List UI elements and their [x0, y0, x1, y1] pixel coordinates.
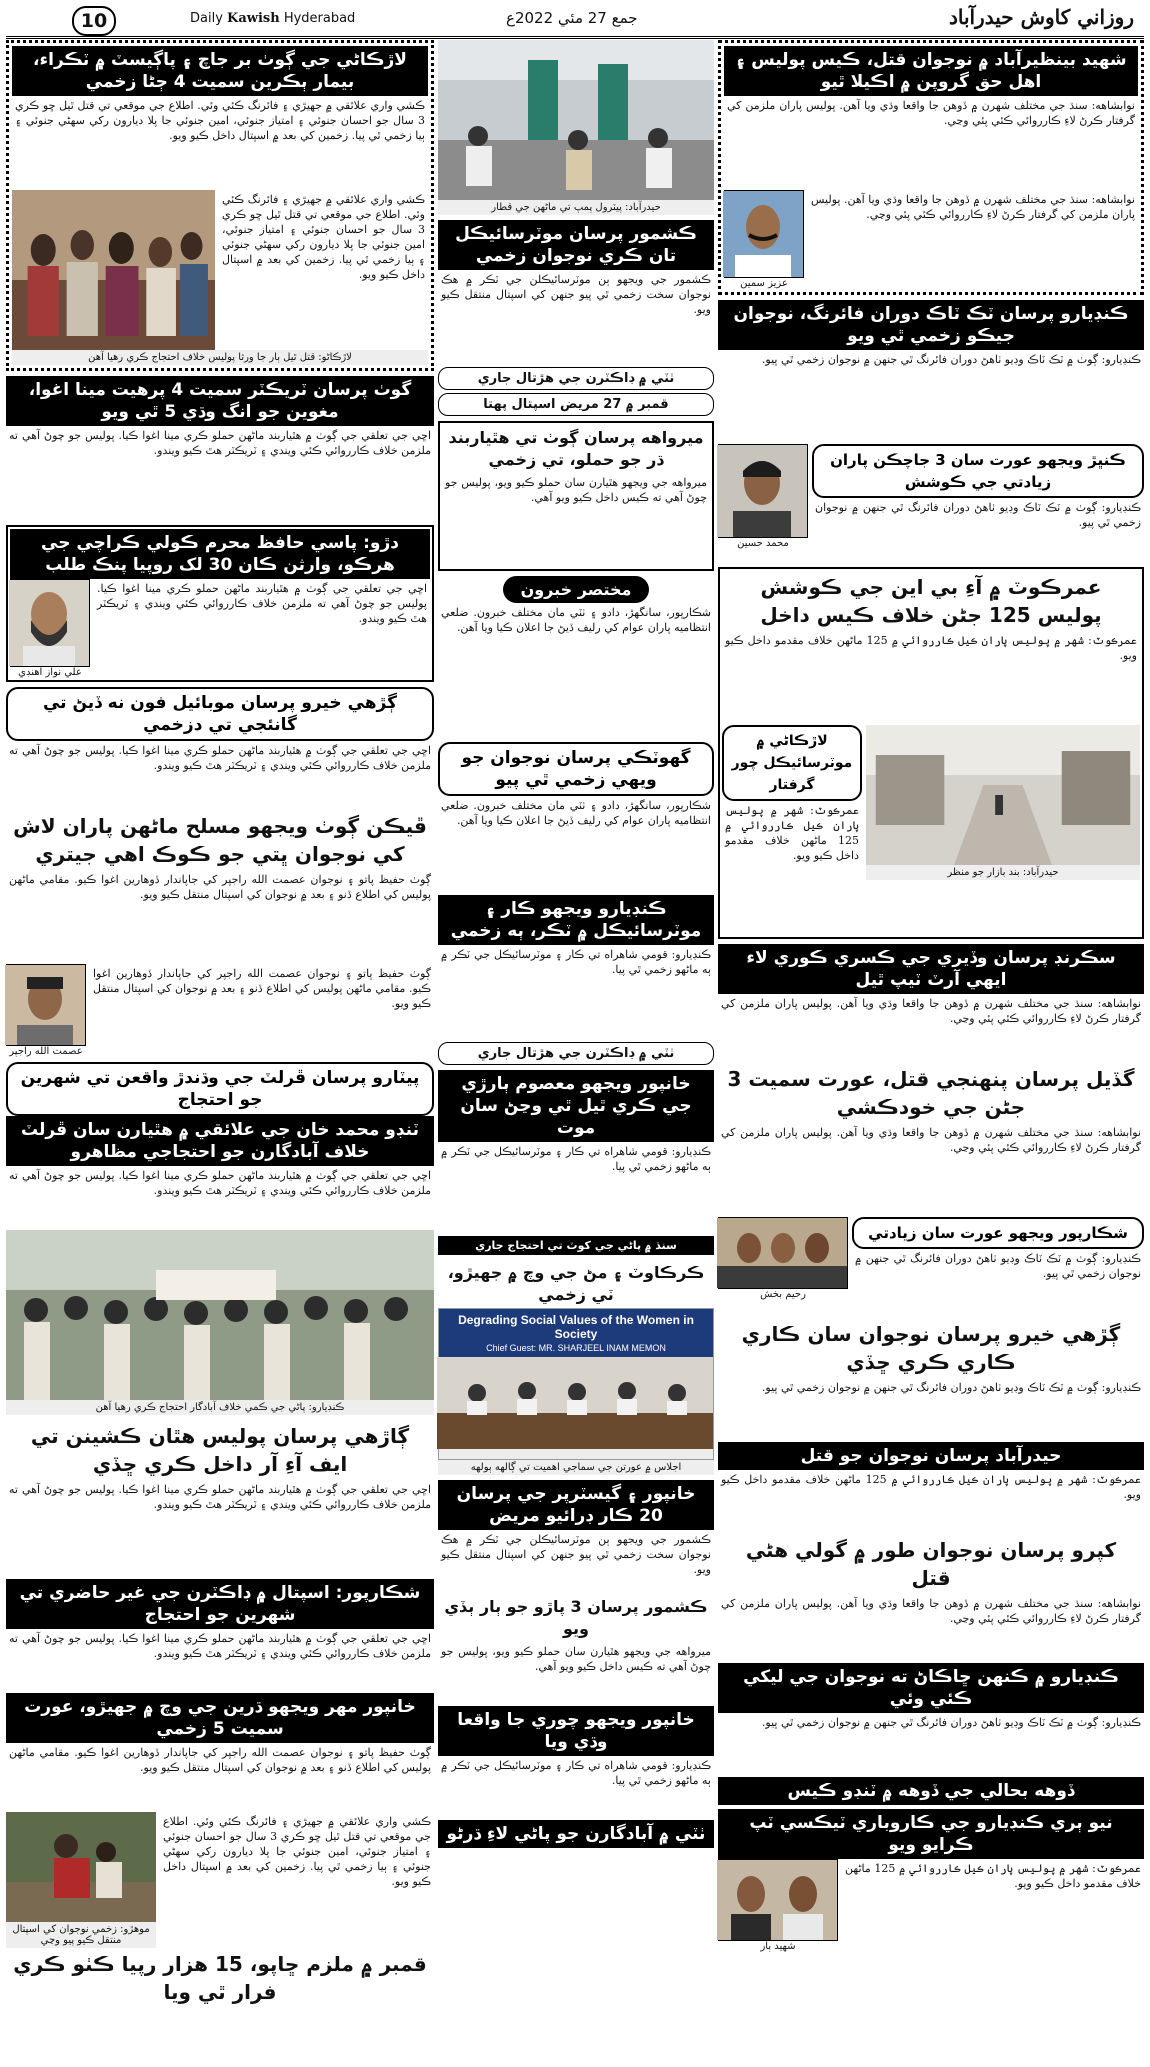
headline: ڳاڙهي پرسان پوليس هٿان ڪشينن تي ايف آءِ آر داخل ڪري ڇڏي [30, 1424, 410, 1476]
story-body: ميرواهه جي ويجهو هٿيارن سان حملو ڪيو ويو، پوليس جو چوڻ آهي ته ڪيس داخل ڪيو ويو آهي. [441, 1645, 711, 1673]
portrait-name: رحيم بخش [760, 1289, 806, 1300]
seminar-photo [437, 1357, 713, 1449]
portrait-image [717, 1860, 837, 1940]
headline: خانپور ۽ گيسٽرپر جي پرسان 20 ڪار ڊرائيو مريض [438, 1480, 714, 1530]
story-kandiaro-2 [718, 1663, 1144, 1953]
headline: ڪشمور پرسان موٽرسائيڪل تان ڪري نوجوان زخمي [438, 220, 714, 270]
portrait-photo [718, 444, 808, 538]
headline: ميرواهه پرسان ڳوٺ تي هٿياربند ڌر جو حملو، تي زخمي [448, 428, 704, 469]
story-body: اڇي جي تعلقي جي ڳوٺ ۾ هٿياربند ماڻهن حملو ڪري مينا اغوا ڪيا. پوليس جو چوڻ آهي ته ملزمن خلاف ڪارروائي ڪئي ويندي ۽ ٽريڪٽر هٿ ڪيو ويندو. [9, 744, 431, 772]
story-umerkot [718, 567, 1144, 939]
story-body: ڪنڊيارو: قومي شاهراه تي ڪار ۽ موٽرسائيڪل جي ٽڪر ۾ ٻه ماڻهو زخمي ٿي پيا. [441, 948, 711, 976]
story-seminar [438, 1260, 714, 1475]
portrait-name: عزيز سمين [740, 278, 788, 289]
news-photo [438, 40, 714, 200]
story-body: نوابشاهه: سنڌ جي مختلف شهرن ۾ ڏوهن جا واقعا وڌي ويا آهن. پوليس پاران ملزمن کي گرفتار ڪرڻ لاءِ ڪارروائي ڪئي پئي وڃي. [727, 99, 1135, 127]
briefs-body: شڪارپور، سانگهڙ، دادو ۽ ٺٽي مان مختلف خبرون. ضلعي انتظاميه پاران عوام کي رليف ڏيڻ جا اعلان ڪيا ويا آهن. [441, 606, 711, 634]
issue-date: جمع 27 مئي 2022ع [506, 9, 638, 27]
story-body: ڪنڊيارو: ڳوٺ ۾ ٽڪ ٽاڪ وڊيو ٺاهڻ دوران فائرنگ ٿي جنهن ۾ نوجوان زخمي ٿي پيو. [761, 1381, 1141, 1394]
city-latin: Hyderabad [283, 11, 356, 26]
portrait-photo [724, 190, 804, 278]
news-photo [6, 1812, 156, 1922]
protest-photo [12, 190, 215, 350]
headline: لاڙڪاڻي جي ڳوٺ بر جاچ ۽ پاڳيسٽ ۾ ٽڪراء، بيمار ٻڪرين سميت 4 ڄڻا زخمي [12, 46, 428, 96]
story-larkana [6, 40, 434, 371]
photo-caption: ڪنڊيارو: پاڻي جي ڪمي خلاف آبادگار احتجاج ڪري رهيا آهن [6, 1400, 434, 1415]
headline: لاڙڪاڻي ۾ موٽرسائيڪل چور گرفتار [722, 725, 862, 801]
briefs-section [438, 576, 714, 737]
headline: گهوٽڪي پرسان نوجوان جو ويهي زخمي ٿي پيو [438, 742, 714, 796]
banner-title: Degrading Social Values of the Women in Society [458, 1313, 694, 1341]
story-body-small: ڪشي واري علائقي ۾ جهيڙي ۽ فائرنگ ڪئي وئي. اطلاع جي موقعي تي قتل ٿيل ڇو ڪري 3 سال جو احسان جنوئي ۽ امتياز جنوئي، امين جنوئي جا پلا ديارون رکي سهڻي جنوئي ۽ ٻيا زخمي ٿي پيا. زخمين کي بعد ۾ اسپتال داخل ڪيو ويو. [222, 193, 425, 281]
headline: قمبر ۾ ملزم ڇاپو، 15 هزار رپيا ڪٺو ڪري فرار ٿي ويا [13, 1952, 427, 2004]
story-daro [6, 525, 434, 682]
headline: شهيد بينظيرآباد ۾ نوجوان قتل، ڪيس پوليس ۽ اهل حق گروپن ۾ اڪيلا ٿيو [724, 46, 1138, 96]
story-moharro [6, 1812, 434, 2008]
headline: ڪنڊيارو ويجهو ڪار ۽ موٽرسائيڪل ۾ ٽڪر، ٻه زخمي [438, 895, 714, 945]
story-body: ڳوٺ حفيظ پاتو ۽ نوجوان عصمت الله راجپر کي جاپاندار ڏوهارين اغوا ڪيو. مقامي ماڻهن پوليس کي اطلاع ڏنو ۽ بعد ۾ نوجوان کي اسپتال منتقل ڪيو ويو. [9, 873, 431, 901]
news-photo [6, 1230, 434, 1400]
headline: ڪنڊيارو ۾ ڪنهن ڇاڪاڻ ته نوجوان جي ليکي ڪئي وئي [718, 1663, 1144, 1713]
story-body: ڪشمور جي ويجهو ٻن موٽرسائيڪلن جي ٽڪر ۾ هڪ نوجوان سخت زخمي ٿي پيو جنهن کي اسپتال منتقل ڪيو ويو. [441, 1533, 711, 1576]
story-body: ڪنڊيارو: قومي شاهراه تي ڪار ۽ موٽرسائيڪل جي ٽڪر ۾ ٻه ماڻهو زخمي ٿي پيا. [441, 1759, 711, 1787]
headline: ڪرڪاوٽ ۽ مڻ جي وچ ۾ جهيڙو، ٽي زخمي [447, 1263, 705, 1304]
portrait-photo [718, 1859, 838, 1941]
daily-label: Daily [190, 11, 223, 26]
story-sakrand [718, 944, 1144, 1058]
story-body: ڪشي واري علائقي ۾ جهيڙي ۽ فائرنگ ڪئي وئي. اطلاع جي موقعي تي قتل ٿيل ڇو ڪري 3 سال جو احسان جنوئي ۽ امتياز جنوئي، امين جنوئي جا پلا ديارون رکي سهڻي جنوئي ۽ ٻيا زخمي ٿي پيا. زخمين کي بعد ۾ اسپتال داخل ڪيو ويو. [163, 1815, 431, 1888]
story-body: نوابشاهه: سنڌ جي مختلف شهرن ۾ ڏوهن جا واقعا وڌي ويا آهن. پوليس پاران ملزمن کي گرفتار ڪرڻ لاءِ ڪارروائي ڪئي پئي وڃي. [721, 1597, 1141, 1625]
portrait-name: شهيد ٻار [760, 1941, 796, 1952]
photo-caption: لاڙڪاڻو: قتل ٿيل ٻار جا ورثا پوليس خلاف احتجاج ڪري رهيا آهن [12, 350, 428, 365]
petrol-pump-photo [438, 40, 714, 200]
news-photo [866, 725, 1140, 865]
closed-market-photo [866, 725, 1140, 865]
story-mirwah [438, 421, 714, 571]
story-garhi-khairo-2 [718, 1318, 1144, 1658]
story-body: ڪنڊيارو: ڳوٺ ۾ ٽڪ ٽاڪ وڊيو ٺاهڻ دوران فائرنگ ٿي جنهن ۾ نوجوان زخمي ٿي پيو. [761, 1716, 1141, 1729]
left-column [6, 40, 434, 2060]
story-body: ڪشي واري علائقي ۾ جهيڙي ۽ فائرنگ ڪئي وئي. اطلاع جي موقعي تي قتل ٿيل ڇو ڪري 3 سال جو احسان جنوئي ۽ امتياز جنوئي، امين جنوئي جا پلا ديارون رکي سهڻي جنوئي ۽ ٻيا زخمي ٿي پيا. زخمين کي بعد ۾ اسپتال داخل ڪيو ويو. [15, 99, 425, 142]
story-body: ڪنڊيارو: ڳوٺ ۾ ٽڪ ٽاڪ وڊيو ٺاهڻ دوران فائرنگ ٿي جنهن ۾ نوجوان زخمي ٿي پيو. [815, 501, 1141, 529]
headline: ڏوهه بحالي جي ڏوهه ۾ ٽنڊو ڪيس [718, 1777, 1144, 1805]
photo-caption: حيدرآباد: بند بازار جو منظر [866, 865, 1140, 880]
headline: کپرو پرسان نوجوان طور ۾ گولي هڻي قتل [745, 1538, 1117, 1590]
story-tractor [6, 376, 434, 520]
headline: نيو ٻري ڪنڊيارو جي ڪاروباري ٽيڪسي ٽپ ڪرايو ويو [718, 1809, 1144, 1859]
story-body-small: نوابشاهه: سنڌ جي مختلف شهرن ۾ ڏوهن جا واقعا وڌي ويا آهن. پوليس پاران ملزمن کي گرفتار ڪرڻ لاءِ ڪارروائي ڪئي پئي وڃي. [811, 193, 1135, 221]
brand-latin: Kawish [227, 11, 280, 26]
story-body: نوابشاهه: سنڌ جي مختلف شهرن ۾ ڏوهن جا واقعا وڌي ويا آهن. پوليس پاران ملزمن کي گرفتار ڪرڻ لاءِ ڪارروائي ڪئي پئي وڃي. [721, 1126, 1141, 1154]
sub-headline: ٺٽي ۾ ڊاڪٽرن جي هڙتال جاري [438, 1042, 714, 1065]
page-number: 10 [72, 6, 116, 36]
headline: دڙو: پاسي حافظ محرم ڪولي ڪراچي جي هرڪو، وارثن ڪان 30 لک روپيا پنڪ طلب [10, 529, 430, 579]
crowd-photo [6, 1230, 434, 1400]
story-body: عمرڪوٽ: شهر ۾ پوليس پاران ڪيل ڪارروائي ۾ 125 ماڻهن خلاف مقدمو داخل ڪيو ويو. [725, 634, 1137, 662]
story-body: ڪنڊيارو: ڳوٺ ۾ ٽڪ ٽاڪ وڊيو ٺاهڻ دوران فائرنگ ٿي جنهن ۾ نوجوان زخمي ٿي پيو. [761, 353, 1141, 366]
portrait-name: عصمت الله راجپر [9, 1046, 83, 1057]
story-body-small: ڳوٺ حفيظ پاتو ۽ نوجوان عصمت الله راجپر کي جاپاندار ڏوهارين اغوا ڪيو. مقامي ماڻهن پوليس کي اطلاع ڏنو ۽ بعد ۾ نوجوان کي اسپتال منتقل ڪيو ويو. [93, 967, 431, 1010]
story-gahari [6, 1420, 434, 1574]
masthead-latin [190, 11, 355, 26]
headline: گوٺ پرسان ٽريڪٽر سميت 4 پرهيت مينا اغوا، مغوين جو انگ وڌي 5 ٿي ويو [6, 376, 434, 426]
story-gadeel [718, 1063, 1144, 1313]
headline: خانپور ويجهو معصوم ٻارڙي جي ڪري ٿيل ٿي وڃڻ سان موت [438, 1070, 714, 1142]
portrait-image [717, 445, 807, 537]
story-nawabshah [718, 40, 1144, 295]
story-shikarpur [6, 1579, 434, 1807]
story-body: ڳوٺ حفيظ پاتو ۽ نوجوان عصمت الله راجپر کي جاپاندار ڏوهارين اغوا ڪيو. مقامي ماڻهن پوليس کي اطلاع ڏنو ۽ بعد ۾ نوجوان کي اسپتال منتقل ڪيو ويو. [9, 1746, 431, 1774]
headline: ٽنڊو محمد خان جي علائقي ۾ هٿيارن سان ڦرلٽ خلاف آبادگارن جو احتجاجي مظاهرو [6, 1116, 434, 1166]
masthead [6, 4, 1144, 39]
story-body: اڇي جي تعلقي جي ڳوٺ ۾ هٿياربند ماڻهن حملو ڪري مينا اغوا ڪيا. پوليس جو چوڻ آهي ته ملزمن خلاف ڪارروائي ڪئي ويندي ۽ ٽريڪٽر هٿ ڪيو ويندو. [97, 582, 427, 625]
story-khanpur-2 [438, 1480, 714, 1848]
story-garhi-khairo [6, 687, 434, 805]
portrait-image [9, 580, 89, 666]
story-body: عمرڪوٽ: شهر ۾ پوليس پاران ڪيل ڪارروائي ۾ 125 ماڻهن خلاف مقدمو داخل ڪيو ويو. [721, 1473, 1141, 1501]
story-tiktok [718, 300, 1144, 562]
headline: سڪرنڊ پرسان وڏيري جي ڪسري ڪوري لاء ايهي آرٽ ٽيپ ٿيل [718, 944, 1144, 994]
portrait-photo [10, 579, 90, 667]
headline: خانپور ويجهو چوري جا واقعا وڌي ويا [438, 1706, 714, 1756]
right-column [718, 40, 1144, 2060]
photo-caption: حيدرآباد: پيٽرول پمپ تي ماڻهن جي قطار [438, 200, 714, 215]
headline: گڏيل پرسان پنهنجي قتل، عورت سميت 3 جڻن جي خودڪشي [727, 1067, 1135, 1119]
headline: شڪارپور: اسپتال ۾ ڊاڪٽرن جي غير حاضري تي شهرين جو احتجاج [6, 1579, 434, 1629]
story-body: اڇي جي تعلقي جي ڳوٺ ۾ هٿياربند ماڻهن حملو ڪري مينا اغوا ڪيا. پوليس جو چوڻ آهي ته ملزمن خلاف ڪارروائي ڪئي ويندي ۽ ٽريڪٽر هٿ ڪيو ويندو. [9, 429, 431, 457]
portrait-photo [6, 964, 86, 1046]
story-body: عمرڪوٽ: شهر ۾ پوليس پاران ڪيل ڪارروائي ۾ 125 ماڻهن خلاف مقدمو داخل ڪيو ويو. [725, 804, 859, 862]
story-protest [6, 1062, 434, 1415]
sub-headline: قمبر ۾ 27 مريض اسپتال پهتا [438, 393, 714, 416]
headline: ڪنڊيارو پرسان ٽڪ ٽاڪ دوران فائرنگ، نوجوان جيڪو زخمي ٿي ويو [718, 300, 1144, 350]
news-photo [438, 1308, 714, 1460]
brand-sindhi: روزاني كاوش حيدرآباد [948, 5, 1134, 29]
headline: ٺٽي ۾ آبادگارن جو پاڻي لاءِ ڌرڻو [438, 1820, 714, 1848]
portrait-image [723, 191, 803, 277]
story-body: ڪنڊيارو: ڳوٺ ۾ ٽڪ ٽاڪ وڊيو ٺاهڻ دوران فائرنگ ٿي جنهن ۾ نوجوان زخمي ٿي پيو. [855, 1252, 1141, 1280]
story-body: عمرڪوٽ: شهر ۾ پوليس پاران ڪيل ڪارروائي ۾ 125 ماڻهن خلاف مقدمو داخل ڪيو ويو. [845, 1862, 1142, 1890]
headline: ڪنڀڙ ويجهو عورت سان 3 جاچڪن پاران زيادتي جي ڪوشش [812, 444, 1144, 498]
portrait-image [717, 1218, 847, 1288]
headline: ڦيڪن ڳوٺ ويجهو مسلح ماڻهن پاران لاش کي نوجوان ڀتي جو ڪوڪ اهي جيتري [13, 814, 427, 866]
slogan-strip: سنڌ ۾ پاڻي جي کوٽ تي احتجاج جاري [438, 1236, 714, 1255]
story-khanpur [438, 1070, 714, 1255]
middle-column [438, 40, 714, 2060]
story-body: اڇي جي تعلقي جي ڳوٺ ۾ هٿياربند ماڻهن حملو ڪري مينا اغوا ڪيا. پوليس جو چوڻ آهي ته ملزمن خلاف ڪارروائي ڪئي ويندي ۽ ٽريڪٽر هٿ ڪيو ويندو. [9, 1483, 431, 1511]
news-photo [12, 190, 215, 350]
headline: ڳڙهي خيرو پرسان موبائيل فون نه ڏيڻ تي گانئجي تي دزخمي [6, 687, 434, 741]
portrait-image [5, 965, 85, 1045]
story-body: ڪشمور جي ويجهو ٻن موٽرسائيڪلن جي ٽڪر ۾ هڪ نوجوان سخت زخمي ٿي پيو جنهن کي اسپتال منتقل ڪيو ويو. [441, 273, 711, 316]
headline: خانپور مهر ويجهو ڌرين جي وچ ۾ جهيڙو، عورت سميت 5 زخمي [6, 1693, 434, 1743]
story-body: اڇي جي تعلقي جي ڳوٺ ۾ هٿياربند ماڻهن حملو ڪري مينا اغوا ڪيا. پوليس جو چوڻ آهي ته ملزمن خلاف ڪارروائي ڪئي ويندي ۽ ٽريڪٽر هٿ ڪيو ويندو. [9, 1169, 431, 1197]
sub-headline: ٺٽي ۾ ڊاڪٽرن جي هڙتال جاري [438, 367, 714, 390]
headline: ڪشمور پرسان 3 پاڙو جو ٻار ٻڏي ويو [444, 1597, 708, 1638]
story-pheekan [6, 810, 434, 1057]
story-body: ميرواهه جي ويجهو هٿيارن سان حملو ڪيو ويو، پوليس جو چوڻ آهي ته ڪيس داخل ڪيو ويو آهي. [445, 476, 707, 504]
story-kashmore [438, 220, 714, 416]
headline: پيٽارو پرسان ڦرلٽ جي وڌندڙ واقعن تي شهرين جو احتجاج [6, 1062, 434, 1116]
headline: ڳڙهي خيرو پرسان نوجوان سان ڪاري ڪاري ڪري ڇڏي [741, 1322, 1121, 1374]
headline: شڪارپور ويجهو عورت سان زيادتي [852, 1217, 1144, 1249]
headline: عمرڪوٽ ۾ آءِ بي اين جي ڪوشش پوليس 125 جڻن خلاف ڪيس داخل [760, 575, 1102, 627]
story-petrol-photo [438, 40, 714, 215]
portrait-photo [718, 1217, 848, 1289]
photo-caption: اجلاس ۾ عورتن جي سماجي اهميت تي ڳالهه ٻولهه [438, 1460, 714, 1475]
story-body: ڪنڊيارو: قومي شاهراه تي ڪار ۽ موٽرسائيڪل جي ٽڪر ۾ ٻه ماڻهو زخمي ٿي پيا. [441, 1145, 711, 1173]
story-kandiaro-accident [438, 895, 714, 1065]
story-body: اڇي جي تعلقي جي ڳوٺ ۾ هٿياربند ماڻهن حملو ڪري مينا اغوا ڪيا. پوليس جو چوڻ آهي ته ملزمن خلاف ڪارروائي ڪئي ويندي ۽ ٽريڪٽر هٿ ڪيو ويندو. [9, 1632, 431, 1660]
portrait-name: علي نواز آهنڊي [18, 667, 82, 678]
headline: حيدرآباد پرسان نوجوان جو قتل [718, 1442, 1144, 1470]
photo-caption: موهڙو: زخمي نوجوان کي اسپتال منتقل ڪيو پيو وڃي [6, 1922, 156, 1948]
portrait-name: محمد حسين [737, 538, 789, 549]
injured-photo [6, 1812, 156, 1922]
briefs-title: مختصر خبرون [503, 576, 650, 603]
banner-chief-guest: Chief Guest: MR. SHARJEEL INAM MEMON [486, 1343, 666, 1353]
story-ghotki [438, 742, 714, 890]
story-body: شڪارپور، سانگهڙ، دادو ۽ ٺٽي مان مختلف خبرون. ضلعي انتظاميه پاران عوام کي رليف ڏيڻ جا اعلان ڪيا ويا آهن. [441, 799, 711, 827]
story-body: نوابشاهه: سنڌ جي مختلف شهرن ۾ ڏوهن جا واقعا وڌي ويا آهن. پوليس پاران ملزمن کي گرفتار ڪرڻ لاءِ ڪارروائي ڪئي پئي وڃي. [721, 997, 1141, 1025]
